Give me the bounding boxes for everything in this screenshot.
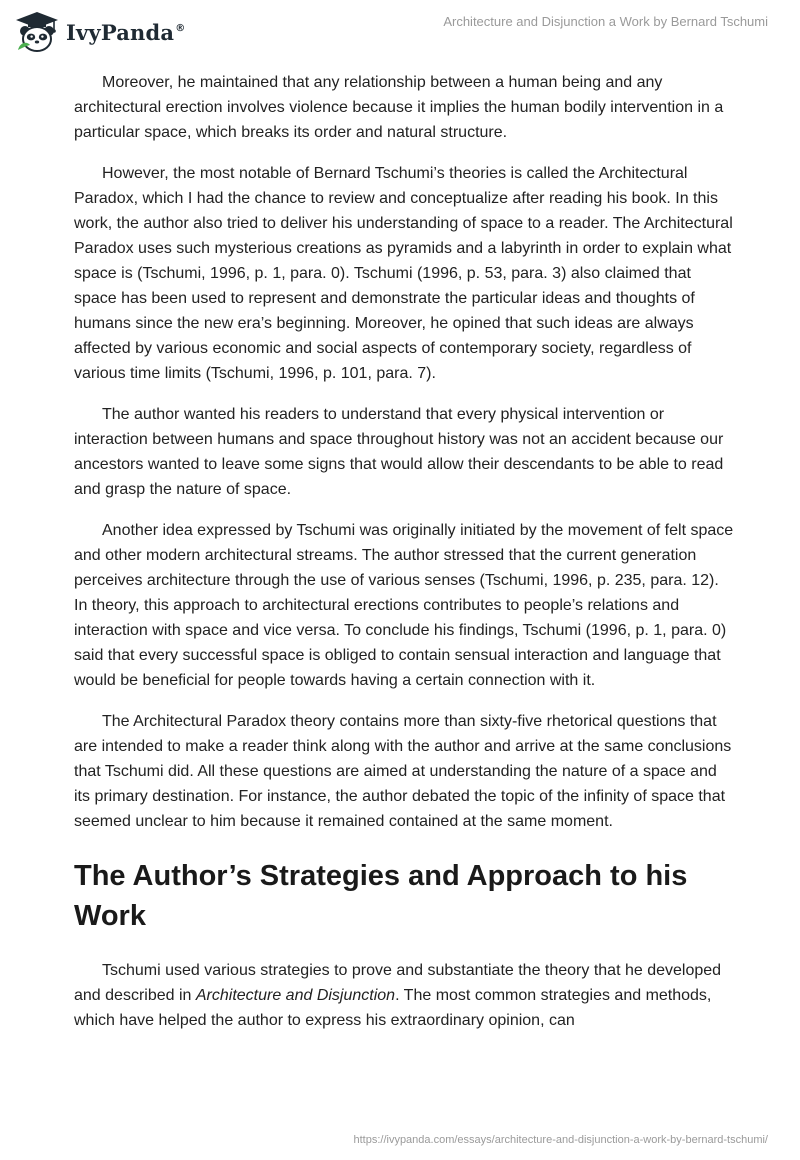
paragraph xyxy=(74,958,734,1033)
source-url-link[interactable]: https://ivypanda.com/essays/architecture-and-disjunction-a-work-by-bernard-tschumi/ xyxy=(353,1134,768,1146)
panda-graduate-icon xyxy=(14,10,60,54)
paragraph-text: . The most common strategies and methods, which have helped the author to express his extraordinary opinion, can xyxy=(74,987,712,1029)
paragraph-text: Tschumi used various strategies to prove and substantiate the theory that he developed and described in xyxy=(74,962,722,1004)
section-heading: The Author’s Strategies and Approach to his Work xyxy=(74,860,688,932)
paragraph: However, the most notable of Bernard Tschumi’s theories is called the Architectural Paradox, which I had the chance to review and conceptualize after reading his book. In this work, the author also tried to deliver his understanding of space to a reader. The Architectural Paradox uses such mysterious creations as pyramids and a labyrinth in order to explain what space is (Tschumi, 1996, p. 1, para. 0). Tschumi (1996, p. 53, para. 3) also claimed that space has been used to represent and demonstrate the particular ideas and thoughts of humans since the new era’s beginning. Moreover, he opined that such ideas are always affected by various economic and social aspects of contemporary society, regardless of various time limits (Tschumi, 1996, p. 101, para. 7). xyxy=(74,165,733,382)
essay-content xyxy=(74,70,734,1049)
paragraph: The Architectural Paradox theory contains more than sixty-five rhetorical questions that are intended to make a reader think along with the author and arrive at the same conclusions that Tschumi did. All these questions are aimed at understanding the nature of a space and its primary destination. For instance, the author debated the topic of the infinity of space that seemed unclear to him because it remained contained at the same moment. xyxy=(74,713,732,830)
page-header xyxy=(0,0,800,62)
paragraph: Another idea expressed by Tschumi was originally initiated by the movement of felt space and other modern architectural streams. The author stressed that the current generation perceives architecture through the use of various senses (Tschumi, 1996, p. 235, para. 12). In theory, this approach to architectural erections contributes to people’s relations and interaction with space and vice versa. To conclude his findings, Tschumi (1996, p. 1, para. 0) said that every successful space is obliged to contain sensual interaction and language that would be beneficial for people towards having a certain connection with it. xyxy=(74,522,734,689)
document-title: Architecture and Disjunction a Work by Bernard Tschumi xyxy=(443,14,768,29)
paragraph: Moreover, he maintained that any relationship between a human being and any architectural erection involves violence because it implies the human bodily intervention in a particular space, which breaks its order and natural structure. xyxy=(74,74,724,141)
brand-name: IvyPanda® xyxy=(66,19,186,45)
ivypanda-logo[interactable] xyxy=(14,10,185,54)
book-title: Architecture and Disjunction xyxy=(195,987,396,1004)
paragraph: The author wanted his readers to understand that every physical intervention or interaction between humans and space throughout history was not an accident because our ancestors wanted to leave some signs that would allow their descendants to be able to read and grasp the nature of space. xyxy=(74,406,724,498)
